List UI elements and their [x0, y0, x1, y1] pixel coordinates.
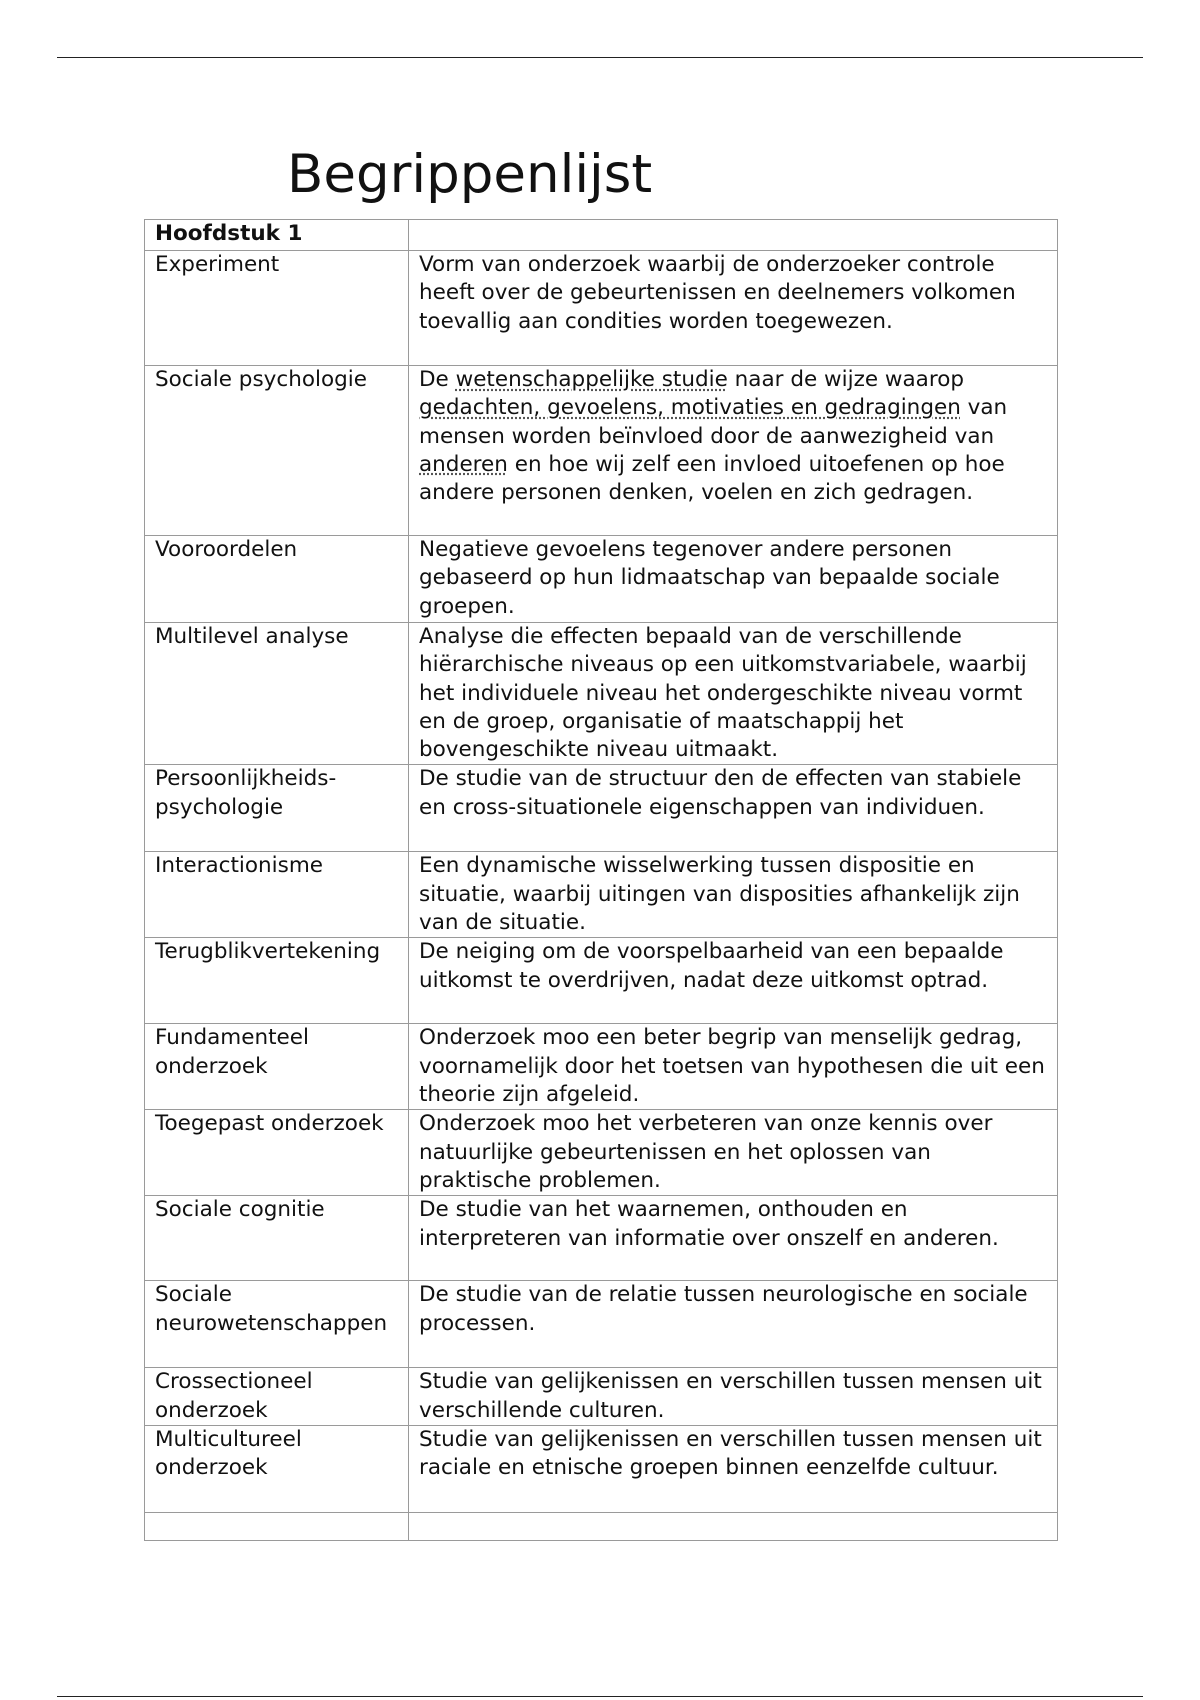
empty-definition-cell: [409, 1512, 1058, 1540]
definition-text: naar de wijze waarop: [727, 367, 965, 392]
definition-text: en hoe wij zelf een invloed uitoefenen op hoe andere personen denken, voelen en zich gedragen.: [419, 451, 1005, 506]
term-cell: Toegepast onderzoek: [145, 1110, 409, 1196]
underlined-phrase: wetenschappelijke studie: [455, 367, 728, 392]
table-row: [145, 251, 1058, 366]
term-cell: Fundamenteel onderzoek: [145, 1024, 409, 1110]
table-row: [145, 366, 1058, 536]
term-cell: Sociale psychologie: [145, 366, 409, 536]
definition-cell: De studie van de relatie tussen neurologische en sociale processen.: [409, 1281, 1058, 1368]
definition-cell: Vorm van onderzoek waarbij de onderzoeker controle heeft over de gebeurtenissen en deelnemers volkomen toevallig aan condities worden toegewezen.: [409, 251, 1058, 366]
empty-table-row: [145, 1512, 1058, 1540]
term-cell: Persoonlijkheids-psychologie: [145, 765, 409, 852]
table-row: [145, 1110, 1058, 1196]
definition-cell: De studie van de structuur den de effecten van stabiele en cross-situationele eigenschappen van individuen.: [409, 765, 1058, 852]
table-row: [145, 1024, 1058, 1110]
definition-text: van mensen worden beïnvloed door de aanwezigheid van: [419, 395, 1008, 449]
definition-cell: Studie van gelijkenissen en verschillen tussen mensen uit verschillende culturen.: [409, 1368, 1058, 1426]
term-cell: Experiment: [145, 251, 409, 366]
footer-rule: [57, 1696, 1143, 1697]
term-cell: Multilevel analyse: [145, 623, 409, 765]
term-cell: Sociale cognitie: [145, 1196, 409, 1281]
chapter-heading: Hoofdstuk 1: [145, 220, 409, 251]
table-row: [145, 1196, 1058, 1281]
table-row: [145, 1425, 1058, 1512]
table-row: [145, 1281, 1058, 1368]
table-row: [145, 536, 1058, 623]
term-cell: Sociale neurowetenschappen: [145, 1281, 409, 1368]
definition-cell: Studie van gelijkenissen en verschillen tussen mensen uit raciale en etnische groepen binnen eenzelfde cultuur.: [409, 1425, 1058, 1512]
definition-text: De: [419, 367, 456, 392]
table-row: [145, 765, 1058, 852]
definition-cell: Een dynamische wisselwerking tussen dispositie en situatie, waarbij uitingen van disposities afhankelijk zijn van de situatie.: [409, 852, 1058, 938]
term-cell: Terugblikvertekening: [145, 938, 409, 1024]
underlined-phrase: anderen: [419, 451, 508, 477]
definition-cell: Analyse die effecten bepaald van de verschillende hiërarchische niveaus op een uitkomstvariabele, waarbij het individuele niveau het ondergeschikte niveau vormt en de groep, organisatie of maatschappij het bovengeschikte niveau uitmaakt.: [409, 623, 1058, 765]
table-row: [145, 852, 1058, 938]
definition-cell: Onderzoek moo een beter begrip van menselijk gedrag, voornamelijk door het toetsen van hypothesen die uit een theorie zijn afgeleid.: [409, 1024, 1058, 1110]
chapter-header-empty-cell: [409, 220, 1058, 251]
definition-cell: [409, 366, 1058, 536]
term-cell: Vooroordelen: [145, 536, 409, 623]
table-row: [145, 1368, 1058, 1426]
term-cell: Crossectioneel onderzoek: [145, 1368, 409, 1426]
chapter-header-row: [145, 220, 1058, 251]
glossary-table: [144, 219, 1058, 1541]
definition-cell: De neiging om de voorspelbaarheid van een bepaalde uitkomst te overdrijven, nadat deze uitkomst optrad.: [409, 938, 1058, 1024]
table-row: [145, 938, 1058, 1024]
term-cell: Interactionisme: [145, 852, 409, 938]
definition-cell: De studie van het waarnemen, onthouden en interpreteren van informatie over onszelf en anderen.: [409, 1196, 1058, 1281]
definition-cell: Onderzoek moo het verbeteren van onze kennis over natuurlijke gebeurtenissen en het oplossen van praktische problemen.: [409, 1110, 1058, 1196]
empty-term-cell: [145, 1512, 409, 1540]
table-row: [145, 623, 1058, 765]
underlined-phrase: gedachten, gevoelens, motivaties en gedragingen: [419, 395, 961, 421]
header-rule: [57, 57, 1143, 58]
document-title: Begrippenlijst: [287, 144, 653, 205]
definition-cell: Negatieve gevoelens tegenover andere personen gebaseerd op hun lidmaatschap van bepaalde sociale groepen.: [409, 536, 1058, 623]
term-cell: Multicultureel onderzoek: [145, 1425, 409, 1512]
